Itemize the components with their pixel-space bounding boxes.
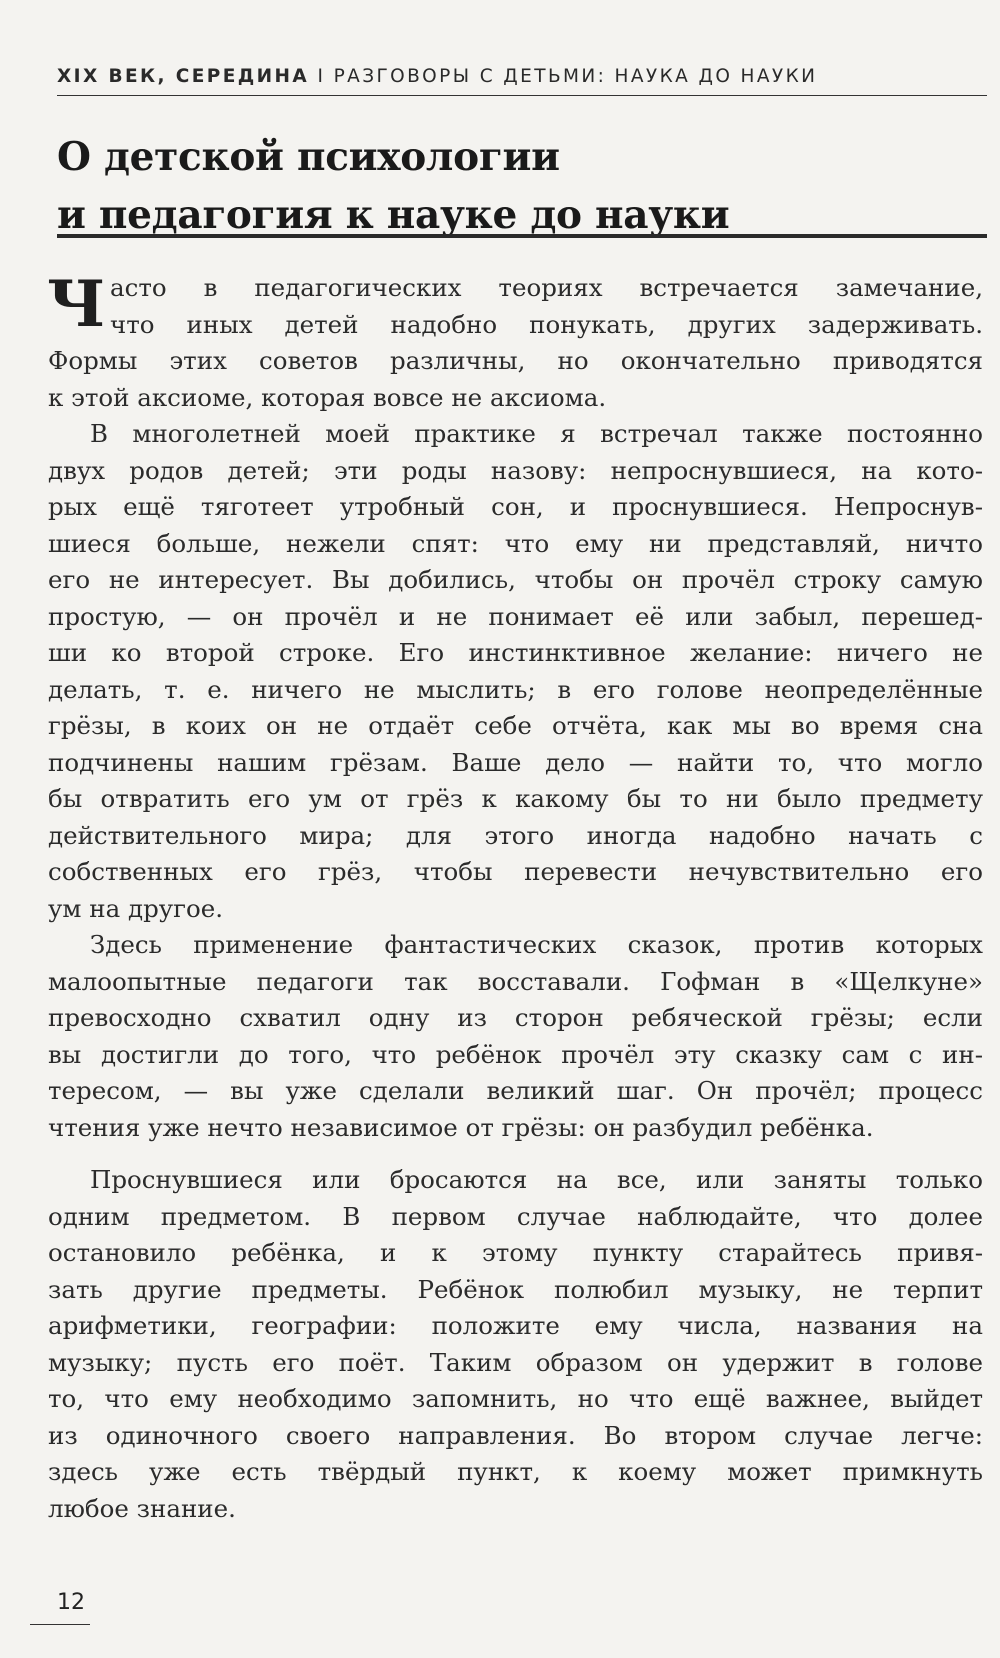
text-line: что иных детей надобно понукать, других задерживать. (110, 309, 983, 339)
text-line: одним предметом. В первом случае наблюдайте, что долее (48, 1201, 983, 1231)
running-head (57, 66, 987, 92)
title-rule (57, 234, 987, 238)
text-line: остановило ребёнка, и к этому пункту старайтесь привя- (48, 1238, 983, 1267)
header-rule (57, 95, 987, 96)
text-line: тересом, — вы уже сделали великий шаг. Он прочёл; процесс (48, 1076, 983, 1105)
text-line: собственных его грёз, чтобы перевести нечувствительно его (48, 857, 983, 886)
running-head-separator: I (317, 66, 326, 87)
text-line: Здесь применение фантастических сказок, против которых (90, 930, 983, 959)
text-line: подчинены нашим грёзам. Ваше дело — найти то, что могло (48, 747, 983, 777)
text-line: Формы этих советов различны, но окончательно приводятся (48, 346, 983, 375)
text-line: арифметики, географии: положите ему числа, названия на (48, 1311, 983, 1340)
article-title (57, 128, 987, 244)
text-line: чтения уже нечто независимое от грёзы: он разбудил ребёнка. (48, 1112, 874, 1142)
text-line: двух родов детей; эти роды назову: непроснувшиеся, на кото- (48, 455, 983, 485)
paragraph-gap (48, 1146, 983, 1162)
text-line: музыку; пусть его поёт. Таким образом он удержит в голове (48, 1347, 983, 1377)
text-line: шиеся больше, нежели спят: что ему ни представляй, ничто (48, 528, 983, 558)
article-body (47, 267, 983, 1527)
text-line: ум на другое. (48, 893, 224, 923)
text-line: Проснувшиеся или бросаются на все, или заняты только (90, 1165, 983, 1194)
article-title-line-2: и педагогия к науке до науки (57, 192, 730, 238)
running-head-chapter: РАЗГОВОРЫ С ДЕТЬМИ: НАУКА ДО НАУКИ (333, 66, 818, 87)
footer-rule (30, 1624, 90, 1625)
text-line: действительного мира; для этого иногда надобно начать с (48, 820, 983, 850)
text-line: простую, — он прочёл и не понимает её или забыл, перешед- (48, 601, 983, 631)
text-line: превосходно схватил одну из сторон ребяческой грёзы; если (48, 1003, 983, 1032)
text-line: ши ко второй строке. Его инстинктивное желание: ничего не (48, 638, 983, 667)
text-line: из одиночного своего направления. Во втором случае легче: (48, 1420, 983, 1450)
text-line: здесь уже есть твёрдый пункт, к коему может примкнуть (48, 1457, 983, 1486)
text-line: грёзы, в коих он не отдаёт себе отчёта, как мы во время сна (48, 711, 983, 740)
text-line: его не интересует. Вы добились, чтобы он прочёл строку самую (48, 565, 983, 594)
text-line: вы достигли до того, что ребёнок прочёл эту сказку сам с ин- (48, 1039, 983, 1069)
page-number: 12 (57, 1590, 85, 1615)
drop-cap: Ч (47, 267, 106, 342)
text-line: асто в педагогических теориях встречается замечание, (110, 273, 983, 302)
text-line: В многолетней моей практике я встречал также постоянно (90, 419, 983, 448)
text-line: зать другие предметы. Ребёнок полюбил музыку, не терпит (48, 1274, 983, 1304)
text-line: бы отвратить его ум от грёз к какому бы то ни было предмету (48, 784, 983, 813)
text-line: к этой аксиоме, которая вовсе не аксиома. (48, 382, 607, 412)
article-title-line-1: О детской психологии (57, 134, 560, 180)
text-line: малоопытные педагоги так восставали. Гофман в «Щелкуне» (48, 966, 983, 996)
text-line: рых ещё тяготеет утробный сон, и проснувшиеся. Непроснув- (48, 492, 983, 521)
text-line: делать, т. е. ничего не мыслить; в его голове неопределённые (48, 674, 983, 704)
running-head-section: XIX ВЕК, СЕРЕДИНА (57, 66, 310, 87)
text-line: любое знание. (48, 1493, 236, 1523)
text-line: то, что ему необходимо запомнить, но что ещё важнее, выйдет (48, 1384, 983, 1413)
